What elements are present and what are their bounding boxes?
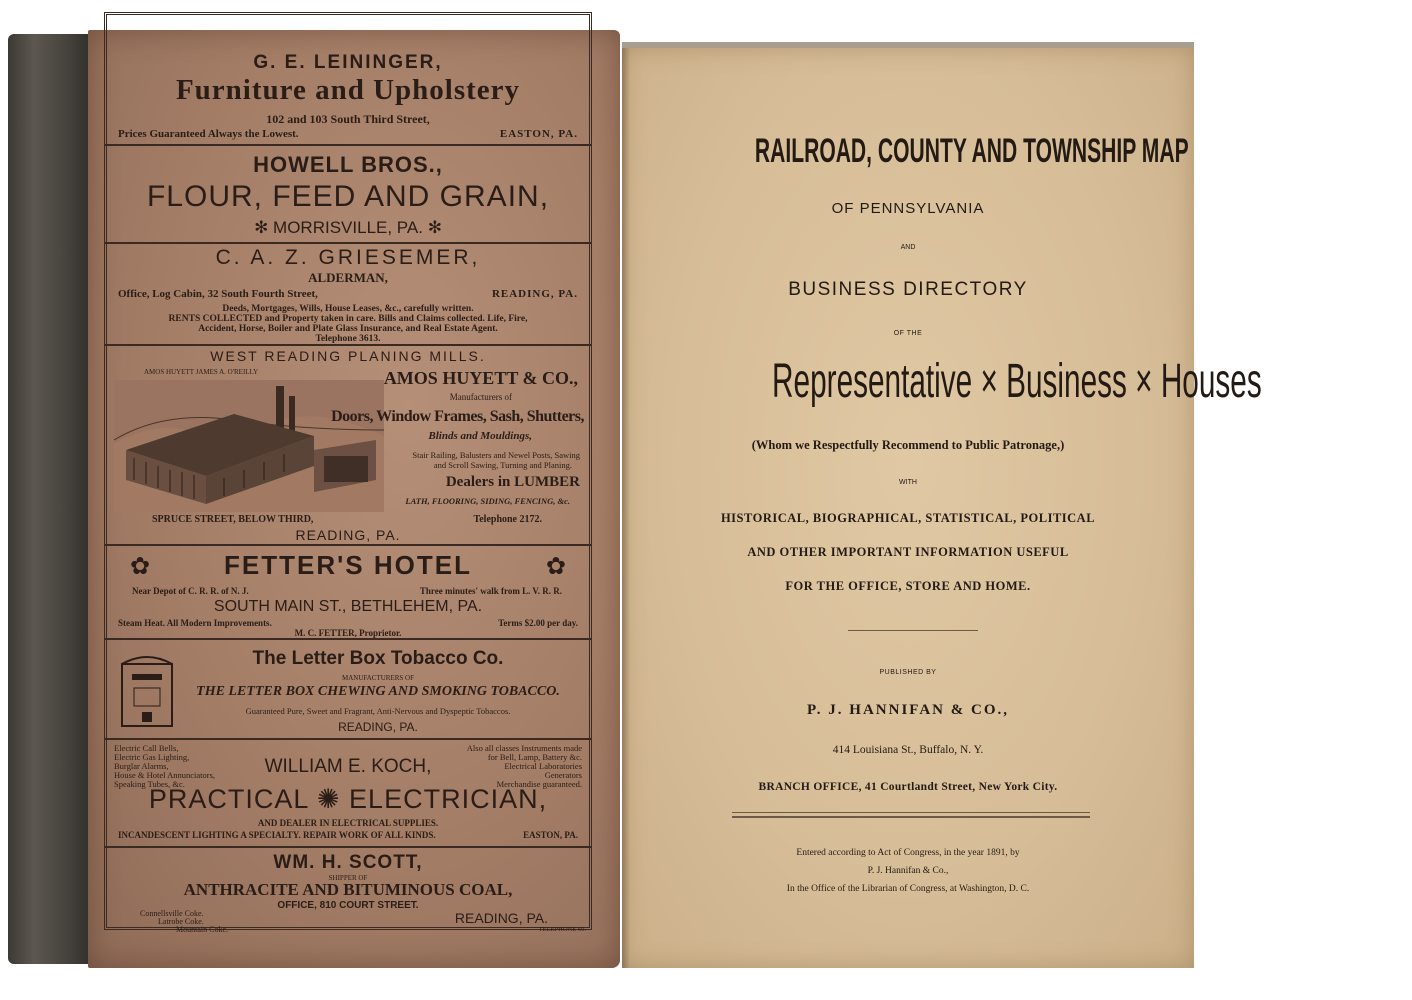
mills-street: SPRUCE STREET, BELOW THIRD, <box>152 514 314 525</box>
koch-specialty: INCANDESCENT LIGHTING A SPECIALTY. REPAIR WORK OF ALL KINDS. <box>118 830 436 840</box>
ad-planing-mills <box>104 346 592 546</box>
griesemer-title: ALDERMAN, <box>308 270 388 285</box>
scott-coke2: Latrobe Coke. <box>158 917 204 926</box>
title-published-by: PUBLISHED BY <box>879 669 937 676</box>
title-line1 <box>622 132 1194 171</box>
tobacco-name: The Letter Box Tobacco Co. <box>252 648 504 669</box>
koch-right1: Also all classes Instruments made <box>466 743 582 753</box>
title-copyright1: Entered according to Act of Congress, in the year 1891, by <box>796 848 1020 858</box>
mills-misc1: Stair Railing, Balusters and Newel Posts, Sawing <box>412 450 580 460</box>
ornament-right-icon: ✻ <box>427 218 442 237</box>
fetter-address: SOUTH MAIN ST., BETHLEHEM, PA. <box>213 598 483 615</box>
ornament-left-icon: ✻ <box>254 218 269 237</box>
title-info3: FOR THE OFFICE, STORE AND HOME. <box>785 579 1031 593</box>
koch-right4: Generators <box>544 770 582 780</box>
koch-right2: for Bell, Lamp, Battery &c. <box>487 752 582 762</box>
ad-letter-box-tobacco <box>104 640 592 740</box>
koch-left5: Speaking Tubes, &c. <box>114 779 185 789</box>
title-copyright2: P. J. Hannifan & Co., <box>867 866 949 876</box>
title-recommend: (Whom we Respectfully Recommend to Public Patronage,) <box>751 438 1065 452</box>
griesemer-office: Office, Log Cabin, 32 South Fourth Street, <box>118 288 318 300</box>
koch-dealer: AND DEALER IN ELECTRICAL SUPPLIES. <box>257 818 439 828</box>
griesemer-line2: RENTS COLLECTED and Property taken in care. Bills and Claims collected. Life, Fire, <box>168 314 528 324</box>
howell-city-line <box>104 218 592 238</box>
mills-dealers: Dealers in LUMBER <box>445 474 580 490</box>
howell-business: FLOUR, FEED AND GRAIN, <box>146 180 550 213</box>
ad-griesemer <box>104 244 592 346</box>
title-info2: AND OTHER IMPORTANT INFORMATION USEFUL <box>747 545 1069 559</box>
koch-name: WILLIAM E. KOCH, <box>264 756 432 777</box>
mill-engraving-image <box>114 380 384 512</box>
scott-city: READING, PA. <box>454 910 548 926</box>
mills-owners-caption: AMOS HUYETT JAMES A. O'REILLY <box>144 368 259 376</box>
title-publisher: P. J. HANNIFAN & CO., <box>807 702 1009 718</box>
book-spine <box>8 34 96 964</box>
leininger-business: Furniture and Upholstery <box>175 74 521 106</box>
griesemer-phone: Telephone 3613. <box>315 334 381 344</box>
title-line1-text: RAILROAD, COUNTY AND TOWNSHIP MAP <box>754 132 1189 170</box>
scott-phone: TELEPHONE 69. <box>538 926 586 933</box>
title-address: 414 Louisiana St., Buffalo, N. Y. <box>832 744 984 756</box>
scott-shipper: SHIPPER OF <box>328 874 368 882</box>
title-line2: OF PENNSYLVANIA <box>831 200 985 217</box>
mills-products: Doors, Window Frames, Sash, Shutters, <box>331 408 584 425</box>
fetter-name: FETTER'S HOTEL <box>224 550 472 580</box>
title-with: WITH <box>899 479 917 486</box>
mills-mfr: Manufacturers of <box>449 392 512 402</box>
koch-right5: Merchandise guaranteed. <box>496 779 582 789</box>
ad-scott-coal <box>104 848 592 934</box>
ornament-right-icon: ✿ <box>545 553 566 580</box>
koch-left4: House & Hotel Annunciators, <box>114 770 216 780</box>
griesemer-line3: Accident, Horse, Boiler and Plate Glass Insurance, and Real Estate Agent. <box>198 324 498 334</box>
tobacco-city: READING, PA. <box>338 720 418 734</box>
leininger-address: 102 and 103 South Third Street, <box>266 112 430 126</box>
ornament-left-icon: ✿ <box>130 553 151 580</box>
mills-lumber: LATH, FLOORING, SIDING, FENCING, &c. <box>405 496 570 506</box>
mills-company: AMOS HUYETT & CO., <box>383 368 578 388</box>
mills-misc2: and Scroll Sawing, Turning and Planing. <box>433 460 572 470</box>
fetter-near: Near Depot of C. R. R. of N. J. <box>132 586 249 596</box>
howell-city: MORRISVILLE, PA. <box>273 218 423 237</box>
scott-coke3: Mountain Coke. <box>176 925 228 934</box>
scott-coke1: Connellsville Coke. <box>140 909 204 918</box>
ad-howell <box>104 146 592 244</box>
leininger-name: G. E. LEININGER, <box>253 52 443 73</box>
koch-left3: Burglar Alarms, <box>114 761 169 771</box>
divider-short <box>848 630 978 631</box>
fetter-terms: Terms $2.00 per day. <box>498 618 578 628</box>
scott-coke-list <box>140 910 228 934</box>
ad-fetters-hotel <box>104 546 592 640</box>
title-and: AND <box>900 244 916 251</box>
title-of-the: OF THE <box>893 330 923 337</box>
title-main <box>622 354 1262 409</box>
fetter-proprietor: M. C. FETTER, Proprietor. <box>294 628 402 638</box>
fetter-steam: Steam Heat. All Modern Improvements. <box>118 618 272 628</box>
koch-business: PRACTICAL ✺ ELECTRICIAN, <box>148 784 548 814</box>
title-copyright3: In the Office of the Librarian of Congress, at Washington, D. C. <box>786 884 1030 894</box>
tobacco-product: THE LETTER BOX CHEWING AND SMOKING TOBACCO. <box>196 684 560 699</box>
title-main-text: Representative × Business × Houses <box>772 355 1262 408</box>
divider-long-top <box>732 812 1090 813</box>
mills-products2: Blinds and Mouldings, <box>428 430 532 442</box>
koch-city: EASTON, PA. <box>523 830 578 840</box>
mills-phone: Telephone 2172. <box>473 514 542 525</box>
leininger-city: EASTON, PA. <box>499 128 578 140</box>
koch-left2: Electric Gas Lighting, <box>114 752 190 762</box>
scott-business: ANTHRACITE AND BITUMINOUS COAL, <box>183 880 513 899</box>
title-page <box>622 42 1262 968</box>
tobacco-mfr: MANUFACTURERS OF <box>341 674 415 682</box>
koch-left1: Electric Call Bells, <box>114 743 179 753</box>
mills-heading: WEST READING PLANING MILLS. <box>210 348 486 364</box>
griesemer-city: READING, PA. <box>491 288 578 300</box>
koch-right3: Electrical Laboratories <box>504 761 582 771</box>
fetter-walk: Three minutes' walk from L. V. R. R. <box>419 586 562 596</box>
griesemer-name: C. A. Z. GRIESEMER, <box>215 246 481 269</box>
leininger-tagline: Prices Guaranteed Always the Lowest. <box>118 128 299 140</box>
mills-city: READING, PA. <box>295 527 401 543</box>
divider-long-bottom <box>732 816 1090 818</box>
ad-koch-electrician <box>104 740 592 848</box>
title-line3: BUSINESS DIRECTORY <box>788 279 1028 300</box>
tobacco-tag: Guaranteed Pure, Sweet and Fragrant, Anti-Nervous and Dyspeptic Tobaccos. <box>245 706 511 716</box>
howell-name: HOWELL BROS., <box>253 152 443 177</box>
title-branch: BRANCH OFFICE, 41 Courtlandt Street, New York City. <box>758 781 1058 793</box>
griesemer-line1: Deeds, Mortgages, Wills, House Leases, &c., carefully written. <box>222 304 474 314</box>
scott-office: OFFICE, 810 COURT STREET. <box>277 900 419 911</box>
scott-name: WM. H. SCOTT, <box>273 852 423 873</box>
ad-leininger <box>104 46 592 146</box>
title-info1: HISTORICAL, BIOGRAPHICAL, STATISTICAL, POLITICAL <box>720 511 1096 525</box>
